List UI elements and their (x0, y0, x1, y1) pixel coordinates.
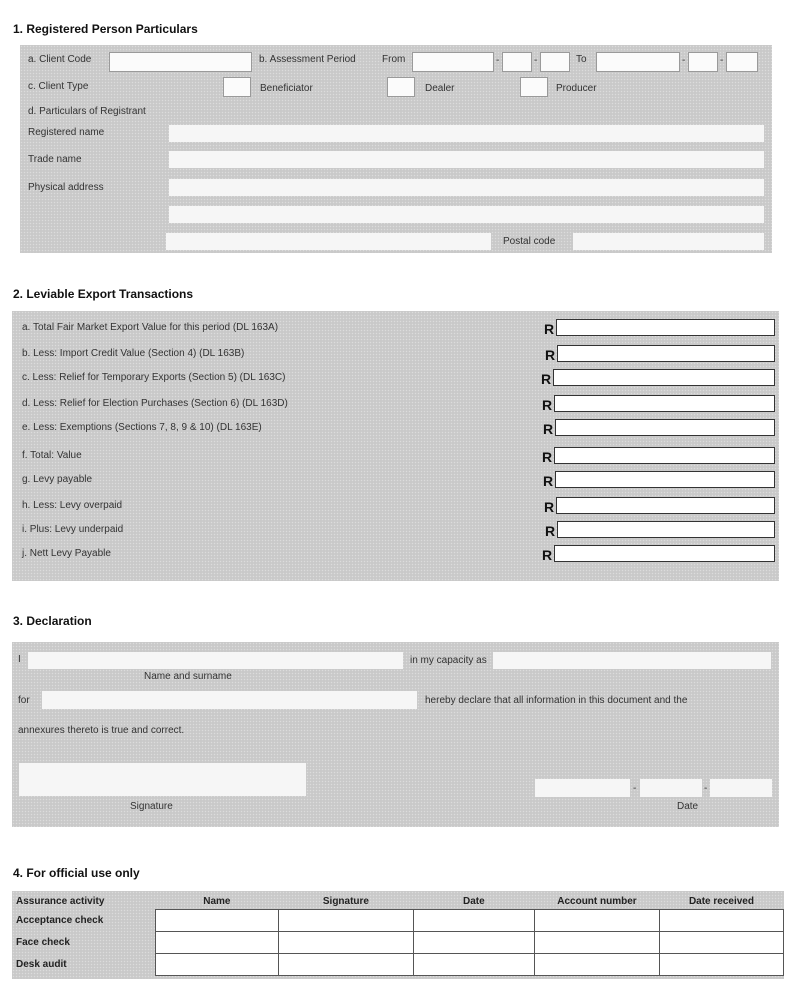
physical-address-line-3[interactable] (166, 233, 491, 250)
column-header: Date received (688, 895, 754, 907)
official-entry-cell[interactable] (279, 954, 414, 976)
to-day-field[interactable] (726, 52, 758, 72)
levy-row-label: i. Plus: Levy underpaid (22, 524, 124, 535)
currency-r-symbol: R (541, 371, 552, 387)
currency-r-symbol: R (545, 523, 556, 539)
date-month-field[interactable] (640, 779, 702, 797)
column-header: Name (203, 895, 231, 907)
table-row (12, 932, 784, 954)
date-separator: - (704, 783, 708, 794)
currency-r-symbol: R (543, 473, 554, 489)
particulars-label: d. Particulars of Registrant (28, 106, 146, 117)
dealer-checkbox[interactable] (520, 77, 548, 97)
currency-r-symbol: R (543, 421, 554, 437)
from-year-field[interactable] (412, 52, 494, 72)
official-entry-cell[interactable] (413, 910, 534, 932)
table-row (12, 954, 784, 976)
date-day-field[interactable] (710, 779, 772, 797)
leviable-export-panel (12, 311, 779, 581)
row-label: Face check (16, 937, 70, 948)
levy-row-label: j. Nett Levy Payable (22, 548, 111, 559)
column-header: Signature (322, 895, 369, 907)
capacity-label: in my capacity as (410, 655, 487, 666)
levy-amount-field[interactable] (556, 319, 775, 336)
levy-amount-field[interactable] (557, 521, 775, 538)
declaration-text-line-1: hereby declare that all information in this document and the (425, 695, 688, 706)
to-month-field[interactable] (688, 52, 718, 72)
section4-heading: 4. For official use only (13, 866, 140, 880)
levy-amount-field[interactable] (554, 395, 775, 412)
date-separator: - (496, 55, 500, 66)
client-code-field[interactable] (109, 52, 252, 72)
trade-name-field[interactable] (169, 151, 764, 168)
levy-row-label: e. Less: Exemptions (Sections 7, 8, 9 & 10) (DL 163E) (22, 422, 262, 433)
levy-row-label: d. Less: Relief for Election Purchases (Section 6) (DL 163D) (22, 398, 288, 409)
official-use-panel (12, 891, 784, 979)
currency-r-symbol: R (544, 321, 555, 337)
official-entry-cell[interactable] (535, 910, 660, 932)
official-entry-cell[interactable] (535, 932, 660, 954)
official-entry-cell[interactable] (155, 954, 279, 976)
levy-amount-field[interactable] (555, 471, 775, 488)
column-header: Account number (557, 895, 637, 907)
dealer-label: Dealer (425, 83, 455, 94)
row-label: Desk audit (16, 959, 67, 970)
to-year-field[interactable] (596, 52, 680, 72)
declarant-name-field[interactable] (28, 652, 403, 669)
column-header: Assurance activity (16, 895, 105, 907)
levy-row-label: h. Less: Levy overpaid (22, 500, 123, 511)
for-entity-field[interactable] (42, 691, 417, 709)
i-label: I (18, 654, 21, 665)
levy-row-label: a. Total Fair Market Export Value for this period (DL 163A) (22, 322, 279, 333)
levy-row-label: c. Less: Relief for Temporary Exports (Section 5) (DL 163C) (22, 372, 286, 383)
to-label: To (576, 54, 587, 65)
table-row (12, 910, 784, 932)
levy-amount-field[interactable] (555, 419, 775, 436)
trade-name-label: Trade name (28, 154, 82, 165)
official-entry-cell[interactable] (659, 954, 783, 976)
date-separator: - (720, 55, 724, 66)
date-separator: - (682, 55, 686, 66)
levy-amount-field[interactable] (553, 369, 775, 386)
levy-amount-field[interactable] (554, 447, 775, 464)
client-type-label: c. Client Type (28, 81, 89, 92)
physical-address-line-2[interactable] (169, 206, 764, 223)
declaration-panel (12, 642, 779, 827)
levy-row-label: b. Less: Import Credit Value (Section 4) (DL 163B) (22, 348, 245, 359)
date-year-field[interactable] (535, 779, 630, 797)
levy-row-label: g. Levy payable (22, 474, 93, 485)
date-separator: - (534, 55, 538, 66)
official-entry-cell[interactable] (155, 932, 279, 954)
official-entry-cell[interactable] (413, 932, 534, 954)
official-entry-cell[interactable] (659, 910, 783, 932)
official-entry-cell[interactable] (279, 910, 414, 932)
assessment-period-label: b. Assessment Period (259, 54, 356, 65)
row-label: Acceptance check (16, 915, 104, 926)
levy-row-label: f. Total: Value (22, 450, 82, 461)
client-type-checkbox-1[interactable] (223, 77, 251, 97)
producer-label: Producer (556, 83, 597, 94)
official-entry-cell[interactable] (155, 910, 279, 932)
official-entry-cell[interactable] (535, 954, 660, 976)
levy-amount-field[interactable] (556, 497, 775, 514)
physical-address-label: Physical address (28, 182, 104, 193)
official-entry-cell[interactable] (279, 932, 414, 954)
physical-address-line-1[interactable] (169, 179, 764, 196)
section3-heading: 3. Declaration (13, 614, 92, 628)
name-surname-label: Name and surname (144, 671, 232, 682)
beneficiator-label: Beneficiator (260, 83, 313, 94)
signature-field[interactable] (19, 763, 306, 796)
client-code-label: a. Client Code (28, 54, 92, 65)
from-label: From (382, 54, 406, 65)
levy-amount-field[interactable] (554, 545, 775, 562)
currency-r-symbol: R (545, 347, 556, 363)
registered-name-label: Registered name (28, 127, 105, 138)
currency-r-symbol: R (542, 449, 553, 465)
capacity-field[interactable] (493, 652, 771, 669)
from-day-field[interactable] (540, 52, 570, 72)
official-entry-cell[interactable] (659, 932, 783, 954)
official-use-table (12, 893, 784, 976)
registered-name-field[interactable] (169, 125, 764, 142)
registered-person-panel (20, 45, 772, 253)
date-separator: - (633, 783, 637, 794)
beneficiator-checkbox[interactable] (387, 77, 415, 97)
levy-amount-field[interactable] (557, 345, 775, 362)
date-label: Date (677, 801, 699, 812)
section1-heading: 1. Registered Person Particulars (13, 22, 198, 36)
postal-code-field[interactable] (573, 233, 764, 250)
from-month-field[interactable] (502, 52, 532, 72)
official-entry-cell[interactable] (413, 954, 534, 976)
currency-r-symbol: R (542, 397, 553, 413)
postal-code-label: Postal code (503, 236, 556, 247)
declaration-text-line-2: annexures thereto is true and correct. (18, 725, 185, 736)
currency-r-symbol: R (544, 499, 555, 515)
currency-r-symbol: R (542, 547, 553, 563)
for-label: for (18, 695, 30, 706)
column-header: Date (463, 895, 485, 907)
section2-heading: 2. Leviable Export Transactions (13, 287, 194, 301)
signature-label: Signature (130, 801, 173, 812)
